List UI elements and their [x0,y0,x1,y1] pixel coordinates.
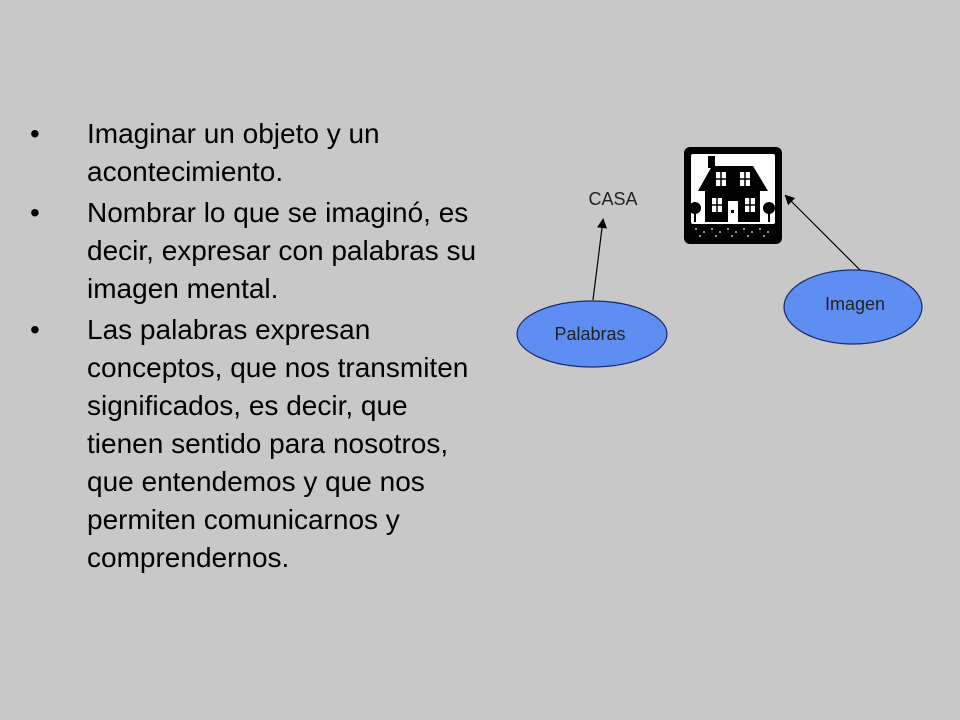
bullet-symbol: • [30,118,40,149]
house-icon [684,147,782,244]
bullet-symbol: • [30,197,40,228]
node-imagen-label: Imagen [824,294,886,314]
word-label-casa: CASA [588,189,638,209]
bullet-text-1: Imaginar un objeto y un acontecimiento. [87,118,380,187]
node-palabras-label: Palabras [554,324,626,344]
arrow-imagen-to-house [786,196,860,270]
bullet-text-3: Las palabras expresan conceptos, que nos transmiten significados, es decir, que tienen sentido para nosotros, que entendemos y que nos permiten comunicarnos y comprendernos. [87,314,469,573]
node-imagen [784,270,922,344]
node-palabras [517,301,667,367]
bullet-text-2: Nombrar lo que se imaginó, es decir, expresar con palabras su imagen mental. [87,197,477,304]
bullet-symbol: • [30,314,40,345]
arrow-palabras-to-casa [593,220,603,300]
